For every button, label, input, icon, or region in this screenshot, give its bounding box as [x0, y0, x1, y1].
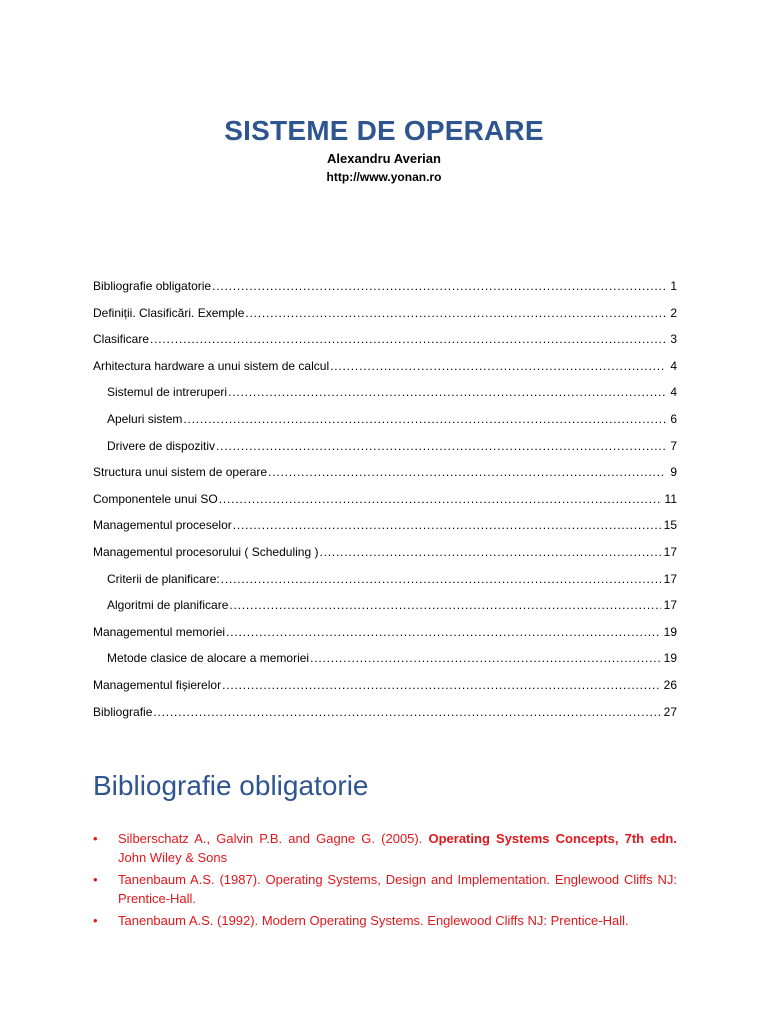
toc-entry[interactable]: [93, 571, 677, 598]
toc-entry-page-number: 4: [670, 358, 677, 373]
toc-entry-label: Bibliografie: [93, 704, 153, 719]
toc-entry-label: Sistemul de intreruperi: [107, 385, 228, 400]
toc-entry-label: Managementul memoriei: [93, 624, 226, 639]
section-heading: Bibliografie obligatorie: [93, 770, 369, 801]
toc-entry-label: Managementul procesorului ( Scheduling ): [93, 544, 319, 559]
toc-entry-page-number: 15: [663, 518, 677, 533]
toc-entry-page-number: 4: [670, 385, 677, 400]
author-website: http://www.yonan.ro: [326, 170, 442, 184]
toc-entry-page-number: 17: [663, 571, 677, 586]
toc-entry-label: Managementul fișierelor: [93, 677, 222, 692]
toc-entry[interactable]: [93, 464, 677, 491]
bullet-icon: •: [93, 831, 98, 846]
document-title: SISTEME DE OPERARE: [224, 114, 544, 146]
toc-dot-leader: [228, 384, 666, 400]
toc-entry[interactable]: [93, 438, 677, 465]
toc-entry[interactable]: [93, 278, 677, 305]
toc-entry-page-number: 11: [664, 491, 677, 506]
bibliography-entry: [93, 829, 677, 867]
toc-dot-leader: [212, 278, 666, 294]
toc-entry-label: Arhitectura hardware a unui sistem de calcul: [93, 358, 330, 373]
toc-dot-leader: [219, 491, 662, 507]
bibliography-title: Operating Systems Concepts, 7th edn.: [428, 831, 677, 846]
toc-entry-page-number: 7: [670, 438, 677, 453]
toc-entry[interactable]: [93, 411, 677, 438]
bibliography-text: Tanenbaum A.S. (1987). Operating Systems, Design and Implementation. Englewood Cliffs NJ: Prentice-Hall.: [118, 872, 677, 906]
toc-entry[interactable]: [93, 624, 677, 651]
toc-entry[interactable]: [93, 384, 677, 411]
toc-entry-page-number: 19: [663, 624, 677, 639]
toc-dot-leader: [268, 464, 666, 480]
toc-entry-label: Clasificare: [93, 332, 150, 347]
toc-dot-leader: [222, 677, 661, 693]
toc-entry[interactable]: [93, 358, 677, 385]
toc-entry-page-number: 2: [670, 305, 677, 320]
toc-dot-leader: [221, 571, 661, 587]
toc-entry-label: Criterii de planificare:: [107, 571, 220, 586]
author-name: Alexandru Averian: [327, 151, 441, 166]
toc-dot-leader: [150, 331, 666, 347]
toc-dot-leader: [183, 411, 666, 427]
toc-dot-leader: [245, 305, 666, 321]
toc-entry-page-number: 3: [670, 332, 677, 347]
toc-entry-page-number: 9: [670, 465, 677, 480]
bibliography-entry: [93, 911, 677, 930]
bibliography-text: Silberschatz A., Galvin P.B. and Gagne G. (2005).: [118, 831, 429, 846]
toc-entry[interactable]: [93, 650, 677, 677]
toc-entry-label: Algoritmi de planificare: [107, 598, 229, 613]
toc-entry-page-number: 1: [670, 279, 677, 293]
toc-entry-label: Componentele unui SO: [93, 491, 218, 506]
toc-entry-label: Definiții. Clasificări. Exemple: [93, 305, 245, 320]
toc-dot-leader: [319, 544, 660, 560]
toc-dot-leader: [216, 438, 666, 454]
toc-entry[interactable]: [93, 704, 677, 731]
bibliography-list: [93, 829, 677, 933]
toc-dot-leader: [153, 704, 660, 720]
toc-entry-label: Drivere de dispozitiv: [107, 438, 216, 453]
toc-entry-page-number: 17: [663, 598, 677, 613]
toc-entry-label: Structura unui sistem de operare: [93, 465, 268, 480]
toc-entry[interactable]: [93, 597, 677, 624]
bullet-icon: •: [93, 913, 98, 928]
toc-dot-leader: [226, 624, 661, 640]
toc-entry-page-number: 27: [663, 704, 677, 719]
toc-entry-page-number: 6: [670, 411, 677, 426]
toc-entry-label: Metode clasice de alocare a memoriei: [107, 651, 310, 666]
toc-entry[interactable]: [93, 517, 677, 544]
bibliography-publisher: John Wiley & Sons: [118, 850, 228, 865]
bibliography-text: Tanenbaum A.S. (1992). Modern Operating Systems. Englewood Cliffs NJ: Prentice-Hall.: [118, 913, 629, 928]
toc-dot-leader: [330, 358, 666, 374]
toc-entry[interactable]: [93, 677, 677, 704]
toc-dot-leader: [233, 517, 661, 533]
toc-entry[interactable]: [93, 491, 677, 518]
toc-dot-leader: [310, 650, 661, 666]
toc-dot-leader: [229, 597, 660, 613]
toc-entry[interactable]: [93, 305, 677, 332]
toc-entry-label: Apeluri sistem: [107, 411, 183, 426]
table-of-contents: [93, 278, 677, 730]
toc-entry-label: Bibliografie obligatorie: [93, 279, 212, 293]
bullet-icon: •: [93, 872, 98, 887]
bibliography-entry: [93, 870, 677, 908]
toc-entry[interactable]: [93, 331, 677, 358]
toc-entry-page-number: 19: [663, 651, 677, 666]
toc-entry[interactable]: [93, 544, 677, 571]
toc-entry-page-number: 26: [663, 677, 677, 692]
toc-entry-label: Managementul proceselor: [93, 518, 232, 533]
toc-entry-page-number: 17: [663, 544, 677, 559]
